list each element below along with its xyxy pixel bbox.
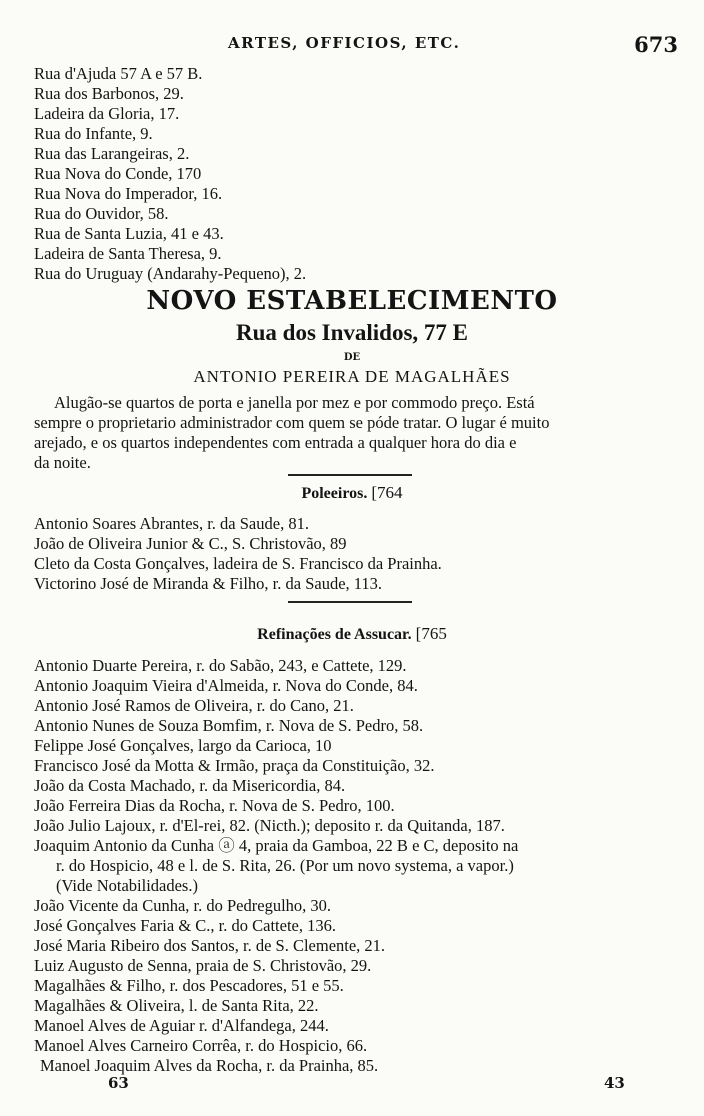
list-item: João Julio Lajoux, r. d'El-rei, 82. (Nicth.); deposito r. da Quitanda, 187. xyxy=(34,816,505,835)
list-item: Magalhães & Filho, r. dos Pescadores, 51 e 55. xyxy=(34,976,344,995)
list-item: João Ferreira Dias da Rocha, r. Nova de S. Pedro, 100. xyxy=(34,796,395,815)
list-item: João da Costa Machado, r. da Misericordia, 84. xyxy=(34,776,346,795)
list-item: Antonio José Ramos de Oliveira, r. do Cano, 21. xyxy=(34,696,354,715)
street-line: Rua do Ouvidor, 58. xyxy=(34,204,169,223)
ad-body-line: arejado, e os quartos independentes com entrada a qualquer hora do dia e xyxy=(34,433,517,452)
list-item: Cleto da Costa Gonçalves, ladeira de S. Francisco da Prainha. xyxy=(34,554,442,573)
list-item: Felippe José Gonçalves, largo da Carioca, 10 xyxy=(34,736,332,755)
ad-owner: ANTONIO PEREIRA DE MAGALHÃES xyxy=(193,367,511,386)
page-number: 673 xyxy=(634,32,678,57)
list-item: Francisco José da Motta & Irmão, praça da Constituição, 32. xyxy=(34,756,435,775)
list-item: Manoel Alves Carneiro Corrêa, r. do Hospicio, 66. xyxy=(34,1036,368,1055)
running-header xyxy=(0,34,704,58)
list-item: Joaquim Antonio da Cunha ⓐ 4, praia da Gamboa, 22 B e C, deposito na xyxy=(34,836,519,855)
street-line: Rua do Uruguay (Andarahy-Pequeno), 2. xyxy=(34,264,307,283)
sheet-number: 43 xyxy=(604,1074,625,1092)
ad-de: DE xyxy=(343,352,361,363)
list-item: Manoel Alves de Aguiar r. d'Alfandega, 244. xyxy=(34,1016,329,1035)
list-item: Antonio Nunes de Souza Bomfim, r. Nova de S. Pedro, 58. xyxy=(34,716,424,735)
list-item: Manoel Joaquim Alves da Rocha, r. da Prainha, 85. xyxy=(40,1056,379,1075)
list-item: José Gonçalves Faria & C., r. do Cattete, 136. xyxy=(34,916,336,935)
header-title: ARTES, OFFICIOS, ETC. xyxy=(228,34,461,52)
list-item: Antonio Joaquim Vieira d'Almeida, r. Nova do Conde, 84. xyxy=(34,676,418,695)
street-line: Rua das Larangeiras, 2. xyxy=(34,144,190,163)
divider xyxy=(288,474,412,476)
section-code: [764 xyxy=(371,483,403,502)
divider xyxy=(288,601,412,603)
street-line: Ladeira de Santa Theresa, 9. xyxy=(34,244,222,263)
list-item: João Vicente da Cunha, r. do Pedregulho, 30. xyxy=(34,896,332,915)
street-line: Rua Nova do Imperador, 16. xyxy=(34,184,223,203)
street-line: Rua Nova do Conde, 170 xyxy=(34,164,202,183)
street-line: Rua do Infante, 9. xyxy=(34,124,153,143)
street-line: Ladeira da Gloria, 17. xyxy=(34,104,180,123)
street-line: Rua dos Barbonos, 29. xyxy=(34,84,184,103)
list-item: r. do Hospicio, 48 e l. de S. Rita, 26. (Por um novo systema, a vapor.) xyxy=(56,856,514,875)
list-item: João de Oliveira Junior & C., S. Christovão, 89 xyxy=(34,534,347,553)
ad-title: NOVO ESTABELECIMENTO xyxy=(146,286,558,316)
street-line: Rua d'Ajuda 57 A e 57 B. xyxy=(34,64,203,83)
section-heading-poleeiros xyxy=(0,483,704,503)
section-heading-text: Poleeiros. xyxy=(301,485,368,502)
list-item: José Maria Ribeiro dos Santos, r. de S. Clemente, 21. xyxy=(34,936,386,955)
ad-body-line: sempre o proprietario administrador com quem se póde tratar. O lugar é muito xyxy=(34,413,550,432)
section-code: [765 xyxy=(415,624,447,643)
list-item: (Vide Notabilidades.) xyxy=(56,876,198,895)
list-item: Antonio Soares Abrantes, r. da Saude, 81. xyxy=(34,514,309,533)
list-item: Antonio Duarte Pereira, r. do Sabão, 243, e Cattete, 129. xyxy=(34,656,407,675)
list-item: Magalhães & Oliveira, l. de Santa Rita, 22. xyxy=(34,996,319,1015)
ad-body-line: Alugão-se quartos de porta e janella por mez e por commodo preço. Está xyxy=(54,393,535,412)
section-heading-text: Refinações de Assucar. xyxy=(257,626,412,643)
signature-mark: 63 xyxy=(108,1074,129,1092)
ad-body-line: da noite. xyxy=(34,453,91,472)
list-item: Victorino José de Miranda & Filho, r. da Saude, 113. xyxy=(34,574,383,593)
list-item: Luiz Augusto de Senna, praia de S. Christovão, 29. xyxy=(34,956,372,975)
ad-subtitle: Rua dos Invalidos, 77 E xyxy=(236,320,468,345)
street-line: Rua de Santa Luzia, 41 e 43. xyxy=(34,224,224,243)
section-heading-refinacoes xyxy=(0,624,704,644)
